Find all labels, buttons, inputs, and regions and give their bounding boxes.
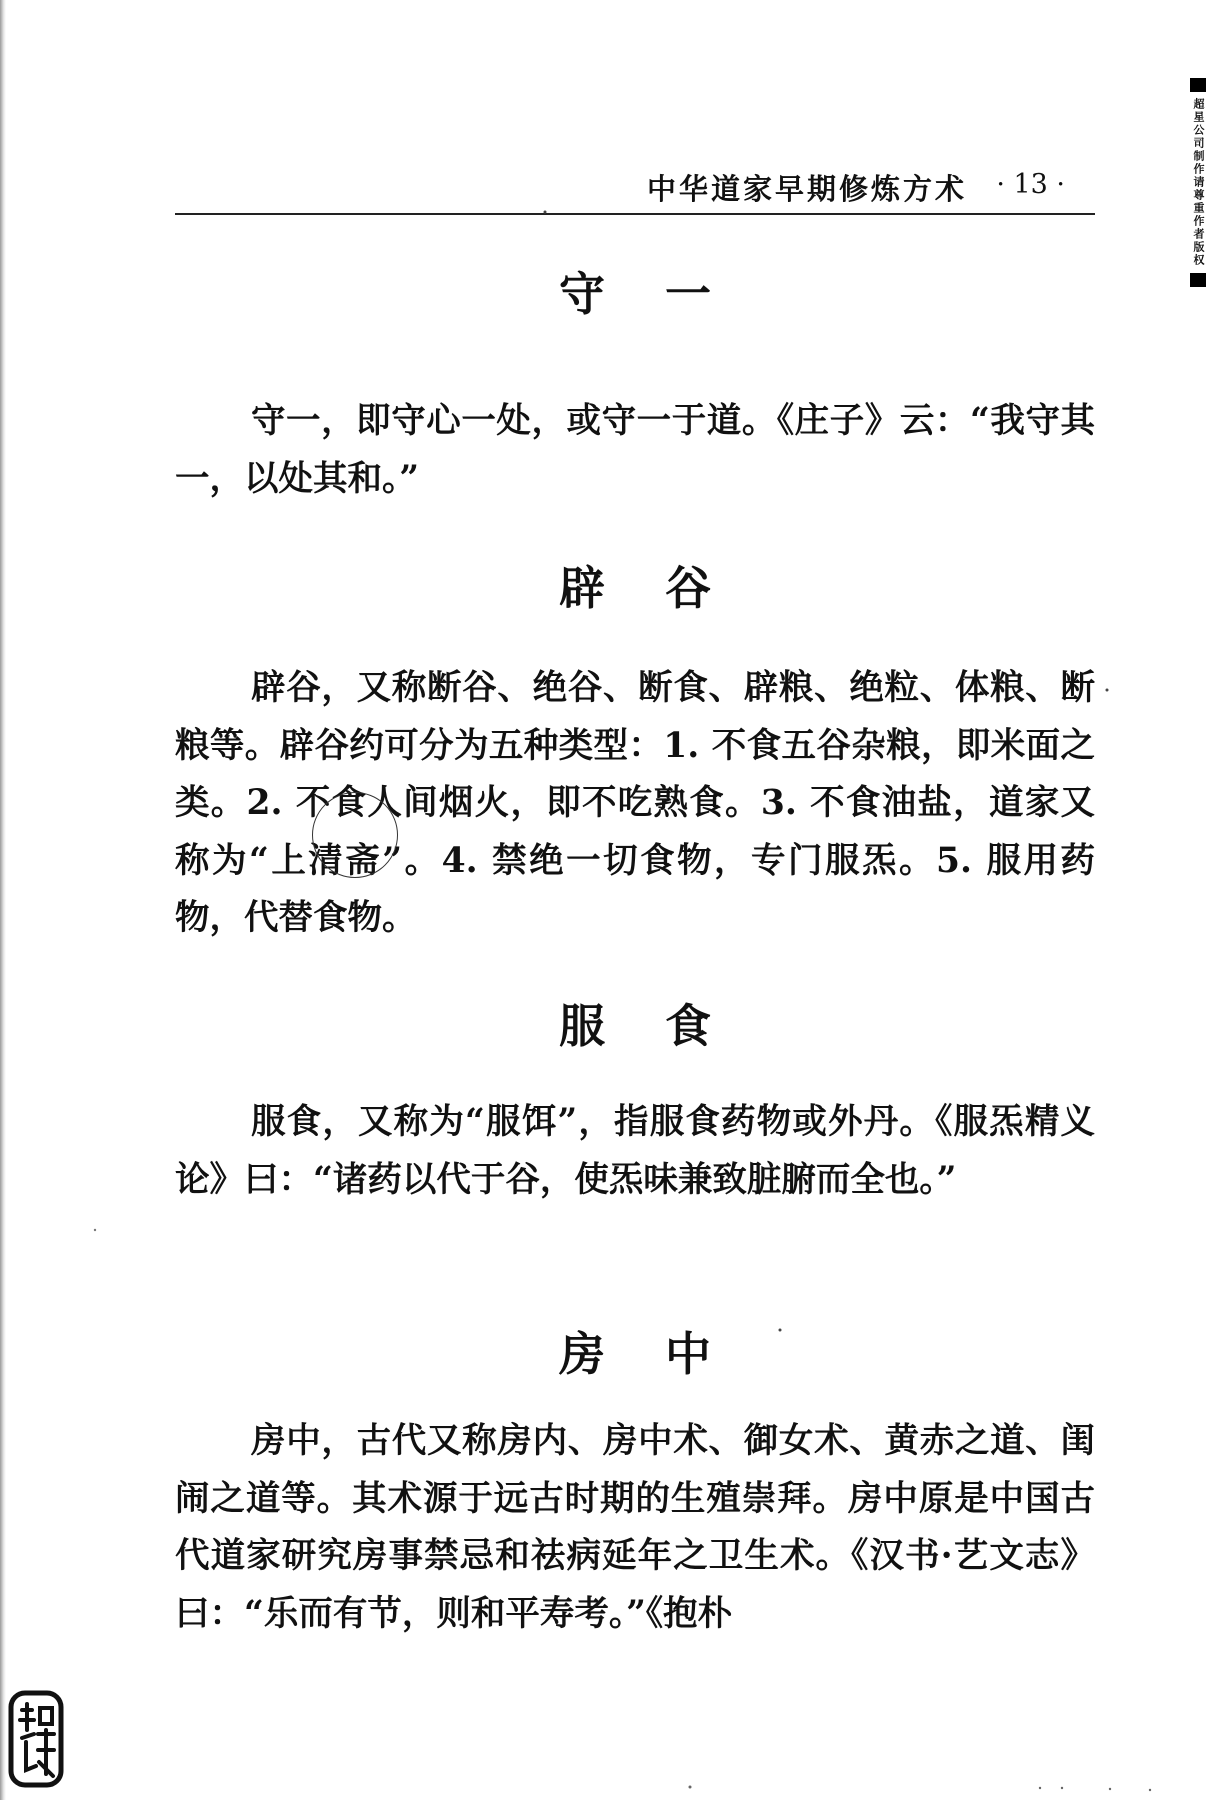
page-binding-edge xyxy=(0,0,6,1800)
section-heading-bigu: 辟谷 xyxy=(559,561,771,615)
section-paragraph-fangzhong: 房中，古代又称房内、房中术、御女术、黄赤之道、闺闹之道等。其术源于远古时期的生殖崇拜。房中原是中国古代道家研究房事禁忌和祛病延年之卫生术。《汉书·艺文志》曰：“乐而有节，则和平寿考。”《抱朴 xyxy=(175,1421,1095,1634)
section-heading-fushi: 服食 xyxy=(559,999,771,1053)
running-title: 中华道家早期修炼方术 xyxy=(646,172,967,206)
copyright-side-notice xyxy=(1188,78,1208,323)
pen-circle-mark xyxy=(312,792,398,878)
section-paragraph-fushi: 服食，又称为“服饵”，指服食药物或外丹。《服炁精义论》曰：“诸药以代于谷，使炁味兼致脏腑而全也。” xyxy=(175,1102,1095,1200)
side-notice-top-bar xyxy=(1190,78,1206,92)
library-seal-icon xyxy=(8,1690,64,1788)
side-notice-bottom-bar xyxy=(1190,273,1206,287)
running-header xyxy=(175,163,1095,215)
page-number: · 13 · xyxy=(996,169,1065,200)
section-heading-shouyi: 守一 xyxy=(559,267,771,321)
section-paragraph-shouyi: 守一，即守心一处，或守一于道。《庄子》云：“我守其一，以处其和。” xyxy=(175,401,1095,499)
side-notice-text: 超星公司制作请尊重作者版权 xyxy=(1192,98,1205,267)
section-paragraph-bigu: 辟谷，又称断谷、绝谷、断食、辟粮、绝粒、体粮、断粮等。辟谷约可分为五种类型：1. 不食五谷杂粮，即米面之类。2. 不食人间烟火，即不吃熟食。3. 不食油盐，道家又称为“上清斋”。4. 禁绝一切食物，专门服炁。5. 服用药物，代替食物。 xyxy=(175,668,1095,938)
section-heading-fangzhong: 房中 xyxy=(559,1327,771,1381)
